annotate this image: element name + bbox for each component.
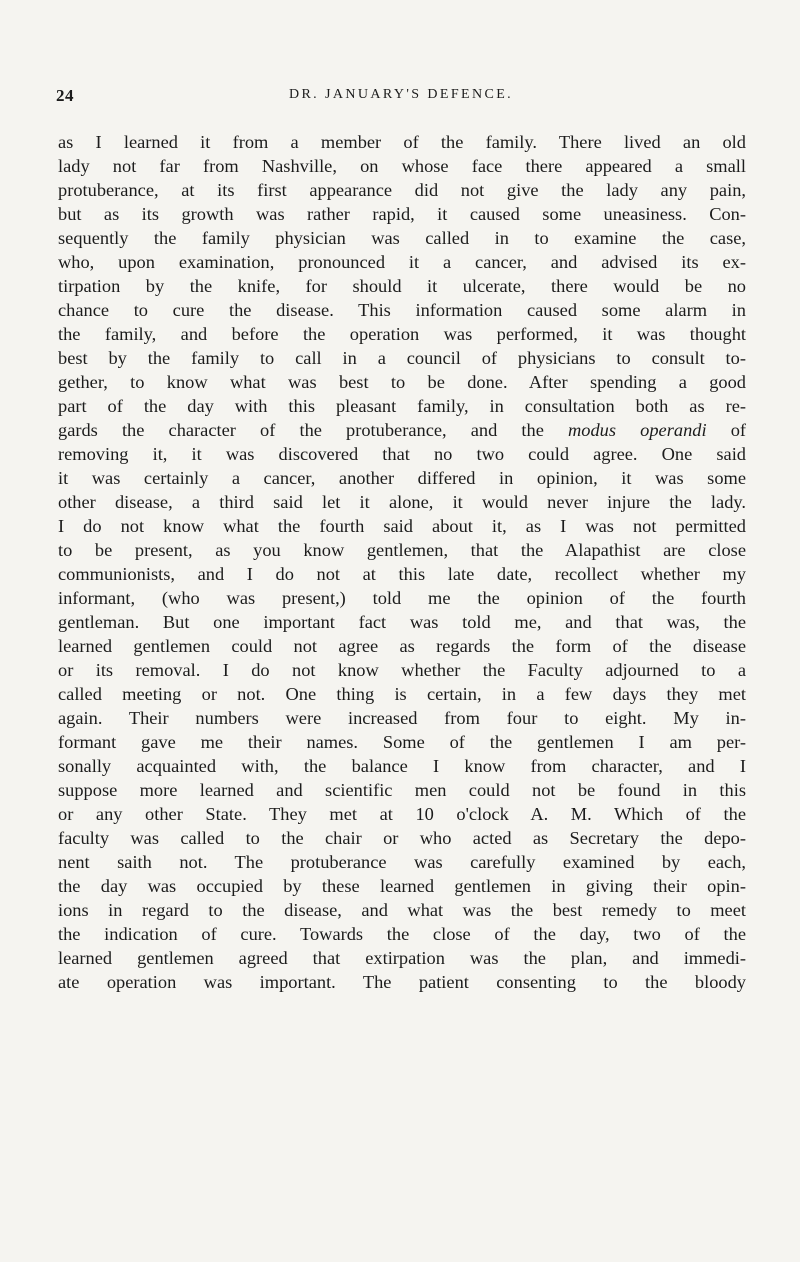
text-line: who, upon examination, pronounced it a cancer, and advised its ex- bbox=[58, 252, 746, 272]
page-number: 24 bbox=[56, 86, 74, 105]
text-line: I do not know what the fourth said about it, as I was not permitted bbox=[58, 516, 746, 536]
running-head bbox=[56, 86, 746, 108]
text-fragment: gards the character of the protuberance, and the bbox=[58, 420, 569, 440]
text-line: nent saith not. The protuberance was carefully examined by each, bbox=[58, 852, 746, 872]
text-line: ate operation was important. The patient consenting to the bloody bbox=[58, 972, 746, 992]
text-line: but as its growth was rather rapid, it caused some uneasiness. Con- bbox=[58, 204, 746, 224]
running-title: DR. JANUARY'S DEFENCE. bbox=[288, 87, 514, 102]
text-line: as I learned it from a member of the family. There lived an old bbox=[58, 132, 746, 152]
text-line: to be present, as you know gentlemen, that the Alapathist are close bbox=[58, 540, 746, 560]
text-line-with-italic bbox=[58, 418, 746, 442]
text-line: removing it, it was discovered that no two could agree. One said bbox=[58, 444, 746, 464]
text-line: gentleman. But one important fact was told me, and that was, the bbox=[58, 612, 746, 632]
text-line: gether, to know what was best to be done. After spending a good bbox=[58, 372, 746, 392]
text-line: lady not far from Nashville, on whose face there appeared a small bbox=[58, 156, 746, 176]
text-line: communionists, and I do not at this late date, recollect whether my bbox=[58, 564, 746, 584]
text-line: other disease, a third said let it alone, it would never injure the lady. bbox=[58, 492, 746, 512]
text-line: learned gentlemen agreed that extirpation was the plan, and immedi- bbox=[58, 948, 746, 968]
text-line: best by the family to call in a council of physicians to consult to- bbox=[58, 348, 746, 368]
text-line: called meeting or not. One thing is certain, in a few days they met bbox=[58, 684, 746, 704]
text-line: again. Their numbers were increased from four to eight. My in- bbox=[58, 708, 746, 728]
text-line: ions in regard to the disease, and what was the best remedy to meet bbox=[58, 900, 746, 920]
text-line: informant, (who was present,) told me the opinion of the fourth bbox=[58, 588, 746, 608]
text-line: suppose more learned and scientific men could not be found in this bbox=[58, 780, 746, 800]
text-line: sequently the family physician was called in to examine the case, bbox=[58, 228, 746, 248]
body-text bbox=[58, 130, 746, 994]
text-line: faculty was called to the chair or who acted as Secretary the depo- bbox=[58, 828, 746, 848]
text-line: the family, and before the operation was performed, it was thought bbox=[58, 324, 746, 344]
text-line: sonally acquainted with, the balance I know from character, and I bbox=[58, 756, 746, 776]
text-line: chance to cure the disease. This information caused some alarm in bbox=[58, 300, 746, 320]
text-line: or its removal. I do not know whether the Faculty adjourned to a bbox=[58, 660, 746, 680]
text-line: formant gave me their names. Some of the gentlemen I am per- bbox=[58, 732, 746, 752]
text-line: part of the day with this pleasant family, in consultation both as re- bbox=[58, 396, 746, 416]
text-fragment: of bbox=[706, 420, 747, 440]
text-line: the day was occupied by these learned gentlemen in giving their opin- bbox=[58, 876, 746, 896]
text-line: or any other State. They met at 10 o'clock A. M. Which of the bbox=[58, 804, 746, 824]
text-line: learned gentlemen could not agree as regards the form of the disease bbox=[58, 636, 746, 656]
italic-phrase: modus operandi bbox=[568, 420, 707, 440]
text-line: the indication of cure. Towards the close of the day, two of the bbox=[58, 924, 746, 944]
text-line: protuberance, at its first appearance did not give the lady any pain, bbox=[58, 180, 746, 200]
text-line: it was certainly a cancer, another differed in opinion, it was some bbox=[58, 468, 746, 488]
text-line: tirpation by the knife, for should it ulcerate, there would be no bbox=[58, 276, 746, 296]
